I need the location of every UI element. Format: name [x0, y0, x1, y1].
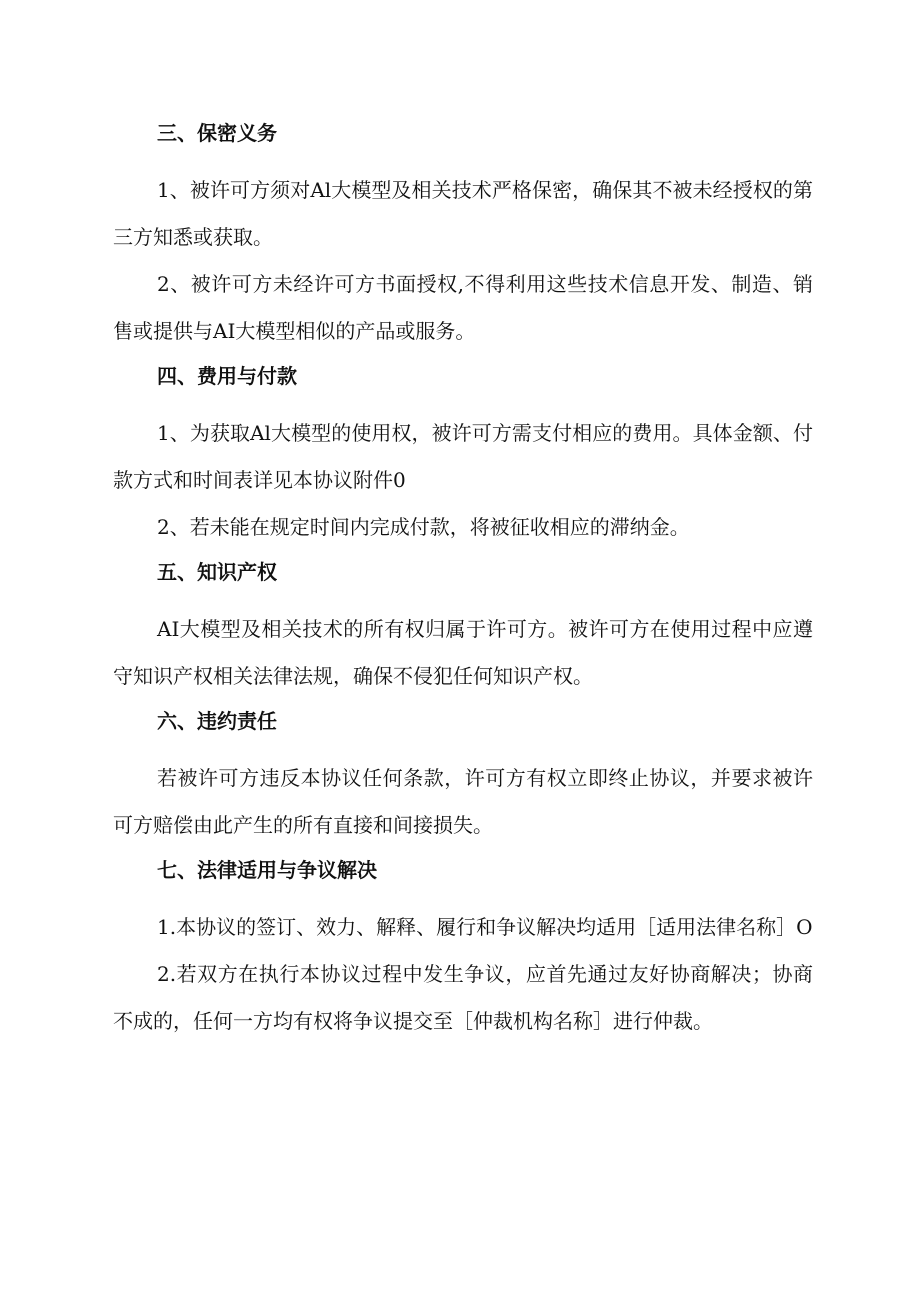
paragraph-law-1: 1.本协议的签订、效力、解释、履行和争议解决均适用［适用法律名称］O — [157, 915, 813, 939]
section-heading-fees: 四、费用与付款 — [157, 364, 297, 388]
paragraph-liability-1: 若被许可方违反本协议任何条款，许可方有权立即终止协议，并要求被许可方赔偿由此产生的所有直接和间接损失。 — [113, 766, 813, 837]
paragraph-fees-1: 1、为获取Al大模型的使用权，被许可方需支付相应的费用。具体金额、付款方式和时间表详见本协议附件0 — [113, 421, 813, 492]
paragraph-fees-2: 2、若未能在规定时间内完成付款，将被征收相应的滞纳金。 — [157, 515, 690, 539]
paragraph-confidentiality-2: 2、被许可方未经许可方书面授权,不得利用这些技术信息开发、制造、销售或提供与AI大模型相似的产品或服务。 — [113, 272, 813, 343]
paragraph-law-2: 2.若双方在执行本协议过程中发生争议，应首先通过友好协商解决；协商不成的，任何一方均有权将争议提交至［仲裁机构名称］进行仲裁。 — [113, 962, 813, 1033]
section-heading-law: 七、法律适用与争议解决 — [157, 858, 377, 882]
paragraph-ip-1: AI大模型及相关技术的所有权归属于许可方。被许可方在使用过程中应遵守知识产权相关法律法规，确保不侵犯任何知识产权。 — [113, 617, 813, 688]
section-heading-confidentiality: 三、保密义务 — [157, 121, 277, 145]
document-page — [113, 120, 813, 1045]
section-heading-ip: 五、知识产权 — [157, 560, 277, 584]
paragraph-confidentiality-1: 1、被许可方须对Al大模型及相关技术严格保密，确保其不被未经授权的第三方知悉或获取。 — [113, 178, 813, 249]
section-heading-liability: 六、违约责任 — [157, 709, 277, 733]
